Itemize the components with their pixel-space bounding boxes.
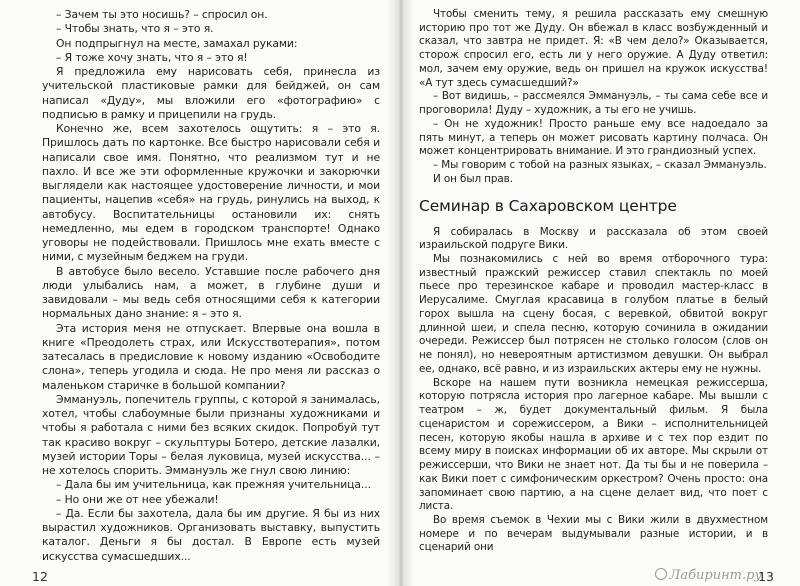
paragraph: И он был прав. xyxy=(433,172,513,185)
right-page-text xyxy=(419,8,768,555)
paragraph: Он подпрыгнул на месте, замахал руками: xyxy=(56,36,298,50)
left-page-text xyxy=(42,8,380,564)
paragraph: Эта история меня не отпускает. Впервые она вошла в книге «Преодолеть страх, или Искусствотерапия», потом затесалась в предисловие к новому изданию «Освободите слона», теперь угодила и сюда. Не про меня ли рассказ о маленьком старичке в большой компании? xyxy=(42,321,380,392)
paragraph: Чтобы сменить тему, я решила рассказать ему смешную историю про тот же Дуду. Он вбежал в класс возбужденный и сказал, что завтра не придет. Я: «В чем дело?» Оказывается, сторож спросил его, есть ли у него оружие. А Дуду ответил: мол, зачем ему оружие, ведь он пришел на кружок искусства! «А тут здесь сумасшедший?» xyxy=(419,8,768,89)
watermark xyxy=(655,568,763,583)
paragraph: Эммануэль, попечитель группы, с которой я занималась, хотел, чтобы слабоумные были признаны художниками и чтобы я работала с ними без всяких скидок. Попробуй тут так красиво вокруг – скульптуры Ботеро, детские лазалки, музей истории Торы – белая луковица, музей искусства... – не хотелось спорить. Эммануэль же гнул свою линию: xyxy=(42,392,380,477)
watermark-text: Лабиринт.ру xyxy=(669,568,762,583)
section-heading: Семинар в Сахаровском центре xyxy=(419,196,677,215)
paragraph: – Мы говорим с тобой на разных языках, – сказал Эммануэль. xyxy=(433,159,767,172)
paragraph: Я собиралась в Москву и рассказала об этом своей израильской подруге Вики. xyxy=(419,225,768,252)
page-number-left: 12 xyxy=(32,569,48,584)
paragraph: – Он не художник! Просто раньше ему все надоедало за пять минут, а теперь он может рисовать картину полчаса. Он может концентрировать внимание. И это грандиозный успех. xyxy=(419,117,768,158)
paragraph: – Вот видишь, – рассмеялся Эммануэль, – ты сама себе все и проговорила! Дуду – художник, а ты его не учишь. xyxy=(419,90,768,117)
paragraph: – Чтобы знать, что я – это я. xyxy=(56,22,214,36)
paragraph: – Но они же от нее убежали! xyxy=(56,492,219,506)
paragraph: Во время съемок в Чехии мы с Вики жили в двухместном номере и по вечерам выдумывали разные истории, и в сценарий они xyxy=(419,513,768,554)
paragraph: – Я тоже хочу знать, что я – это я! xyxy=(56,50,248,64)
paragraph: – Зачем ты это носишь? – спросил он. xyxy=(56,8,268,21)
labyrinth-logo-icon xyxy=(655,568,667,580)
paragraph: Я предложила ему нарисовать себя, принесла из учительской пластиковые рамки для бейджей, он сам написал «Дуду», мы вложили его «фотографию» с подписью в рамку и прицепили на грудь. xyxy=(42,65,380,121)
paragraph: – Дала бы им учительница, как прежняя учительница... xyxy=(56,478,371,492)
paragraph: Мы познакомились с ней во время отборочного тура: известный пражский режиссер ставил спектакль по моей пьесе про терезинское кабаре и проводил мастер-класс в Иерусалиме. Смуглая красавица в голубом платье в белый горох вышла на сцену босая, с веревкой, обвитой вокруг длинной шеи, и спела песню, которую сочинила в ожидании очереди. Режиссер был потрясен не столько голосом (слов он не понял), но невероятным артистизмом девушки. Он выбрал ее, однако, всё равно, и из израильских актеры ему не нужны. xyxy=(419,253,768,375)
paragraph: В автобусе было весело. Уставшие после рабочего дня люди улыбались нам, а может, в глубине души и завидовали – мы ведь себя относящими себя к категории нормальных дано знание: я – это я. xyxy=(42,264,380,321)
left-page xyxy=(0,0,398,586)
page-number-right: 13 xyxy=(758,569,774,584)
paragraph: Конечно же, всем захотелось ощутить: я – это я. Пришлось дать по картонке. Все быстро нарисовали себя и написали свое имя. Понятно, что реализмом тут и не пахло. И все же эти оформленные кружочки и закорючки выглядели как настоящее удостоверение личности, и мои пациенты, нацепив «себя» на грудь, ринулись на выход, к автобусу. Воспитательницы остановили их: снять немедленно, мы едем в городском транспорте! Однако уговоры не подействовали. Пришлось мне ехать вместе с ними, с музейным беджем на груди. xyxy=(42,122,380,264)
paragraph: Вскоре на нашем пути возникла немецкая режиссерша, которую потрясла история про лагерное кабаре. Мы вышли с театром – ж, будет документальный фильм. Я была сценаристом и сорежиссером, а Вики – исполнительницей песен, которую якобы нашла в архиве и с тех пор ездит по всему миру в поисках информации об их авторе. Мы скрыли от режиссерши, что Вики не знает нот. Да ты бы и не поверила – как Вики поет с симфоническим оркестром? Очень просто: она запоминает свою партию, а на сцене делает вид, что поет с листа. xyxy=(419,376,768,513)
paragraph: – Да. Если бы захотела, дала бы им другие. Я бы из них вырастил художников. Организовать выставку, выпустить каталог. Деньги я бы достал. В Европе есть музей искусства сумасшедших... xyxy=(42,506,380,563)
right-page xyxy=(401,0,800,586)
